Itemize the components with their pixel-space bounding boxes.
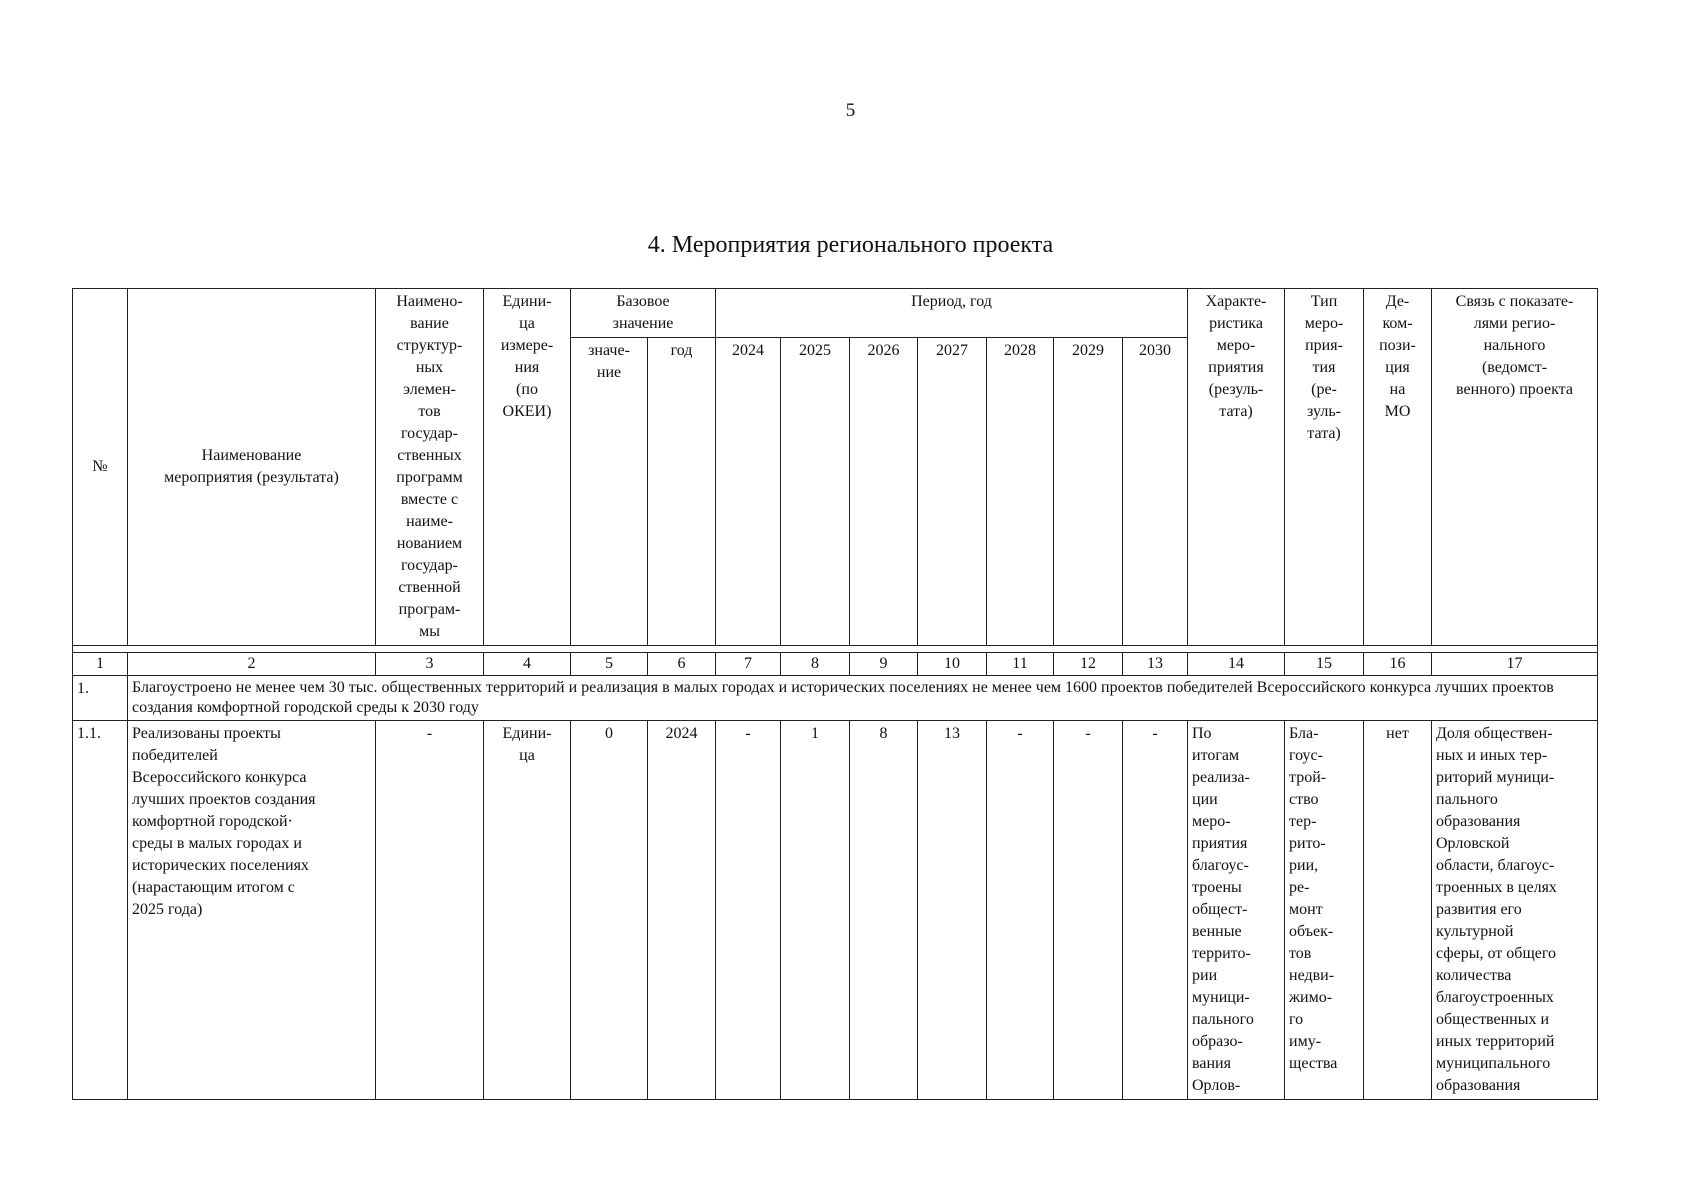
row-year-value: 13 [918, 721, 987, 1100]
header-year: 2028 [987, 338, 1054, 646]
header-struct-elements: Наимено- вание структур- ных элемен- тов государ- ственных программ вместе с наиме- нованием государ- ственной програм- мы [376, 289, 484, 646]
section-row [73, 676, 1598, 721]
page-title: 4. Мероприятия регионального проекта [647, 232, 1054, 258]
column-number: 10 [918, 653, 987, 676]
header-base-value: Базовое значение [571, 289, 716, 338]
row-year-value: - [716, 721, 781, 1100]
row-year-value: - [1054, 721, 1123, 1100]
header-name: Наименование мероприятия (результата) [128, 289, 376, 646]
row-base-year: 2024 [648, 721, 716, 1100]
column-number: 12 [1054, 653, 1123, 676]
table-row [73, 721, 1598, 1100]
column-number: 13 [1123, 653, 1188, 676]
column-number: 15 [1285, 653, 1364, 676]
header-no: № [73, 289, 128, 646]
column-number: 9 [850, 653, 918, 676]
column-number: 5 [571, 653, 648, 676]
header-characteristic: Характе- ристика меро- приятия (резуль- тата) [1188, 289, 1285, 646]
row-struct: - [376, 721, 484, 1100]
header-link: Связь с показате- лями регио- нального (ведомст- венного) проекта [1432, 289, 1598, 646]
header-year: 2024 [716, 338, 781, 646]
row-base-value: 0 [571, 721, 648, 1100]
column-number: 16 [1364, 653, 1432, 676]
section-number: 1. [73, 676, 128, 721]
row-year-value: 1 [781, 721, 850, 1100]
header-unit: Едини- ца измере- ния (по ОКЕИ) [484, 289, 571, 646]
header-decomposition: Де- ком- пози- ция на МО [1364, 289, 1432, 646]
row-year-value: - [1123, 721, 1188, 1100]
column-number: 4 [484, 653, 571, 676]
separator-row [73, 646, 1598, 653]
row-name: Реализованы проекты победителей Всероссийского конкурса лучших проектов создания комфортной городской· среды в малых городах и исторических поселениях (нарастающим итогом с 2025 года) [128, 721, 376, 1100]
column-numbers-row [73, 653, 1598, 676]
header-type: Тип меро- прия- тия (ре- зуль- тата) [1285, 289, 1364, 646]
row-characteristic: По итогам реализа- ции меро- приятия благоус- троены общест- венные террито- рии муници- пального образо- вания Орлов- [1188, 721, 1285, 1100]
column-number: 2 [128, 653, 376, 676]
header-period: Период, год [716, 289, 1188, 338]
column-number: 7 [716, 653, 781, 676]
page-number: 5 [845, 100, 856, 121]
column-number: 17 [1432, 653, 1598, 676]
row-type: Бла- гоус- трой- ство тер- рито- рии, ре- монт объек- тов недви- жимо- го иму- щества [1285, 721, 1364, 1100]
column-number: 1 [73, 653, 128, 676]
section-text: Благоустроено не менее чем 30 тыс. общественных территорий и реализация в малых городах и исторических поселениях не менее чем 1600 проектов победителей Всероссийского конкурса лучших проектов создания комфортной городской среды к 2030 году [128, 676, 1598, 721]
header-year: 2026 [850, 338, 918, 646]
row-decomposition: нет [1364, 721, 1432, 1100]
row-number: 1.1. [73, 721, 128, 1100]
header-year: 2025 [781, 338, 850, 646]
header-base-value-sub: значе- ние [571, 338, 648, 646]
row-year-value: 8 [850, 721, 918, 1100]
column-number: 8 [781, 653, 850, 676]
column-number: 11 [987, 653, 1054, 676]
row-year-value: - [987, 721, 1054, 1100]
header-year: 2029 [1054, 338, 1123, 646]
header-base-year: год [648, 338, 716, 646]
header-year: 2030 [1123, 338, 1188, 646]
measures-table [72, 288, 1598, 1100]
column-number: 6 [648, 653, 716, 676]
column-number: 3 [376, 653, 484, 676]
row-link: Доля обществен- ных и иных тер- риторий муници- пального образования Орловской области, благоус- троенных в целях развития его культурной сферы, от общего количества благоустроенных общественных и иных территорий муниципального образования [1432, 721, 1598, 1100]
header-row-1 [73, 289, 1598, 338]
column-number: 14 [1188, 653, 1285, 676]
row-unit: Едини- ца [484, 721, 571, 1100]
header-year: 2027 [918, 338, 987, 646]
